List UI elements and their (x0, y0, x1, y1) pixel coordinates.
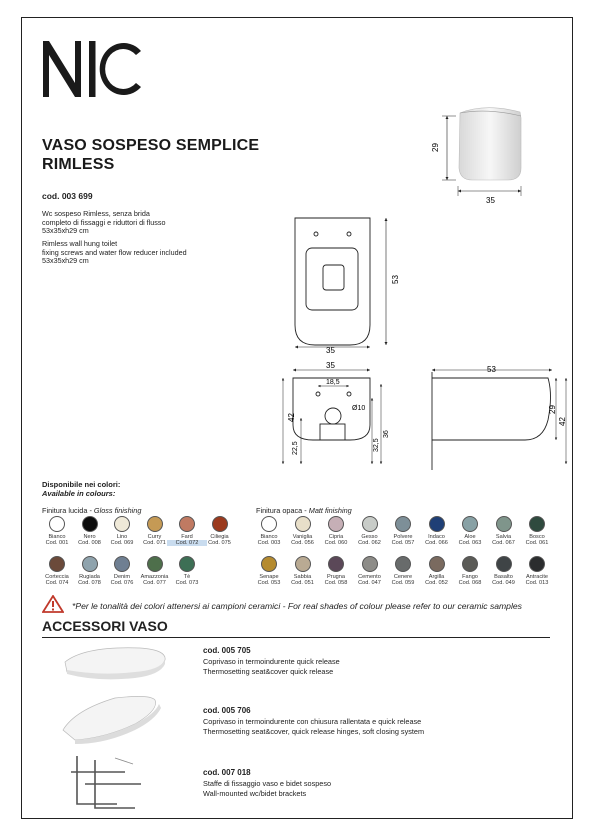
wall-brackets-image (55, 752, 175, 814)
top-view-drawing (295, 218, 370, 345)
swatch-name: Denim (113, 574, 131, 580)
swatch-name: Antracite (525, 574, 549, 580)
product-code: cod. 003 699 (42, 191, 93, 201)
svg-text:42: 42 (287, 413, 296, 422)
swatch-name: Fard (181, 534, 193, 540)
swatch-dot (261, 556, 277, 572)
seat-cover-image (55, 642, 175, 687)
swatch-code: Cod. 072 (167, 540, 207, 546)
swatch-name: Lino (116, 534, 128, 540)
swatch-code: Cod. 052 (425, 580, 448, 587)
colour-swatch (200, 516, 240, 546)
swatch-name: Bianco (260, 534, 278, 540)
swatch-name: Gesso (361, 534, 378, 540)
swatch-name: Rugiada (79, 574, 100, 580)
swatch-code: Cod. 061 (525, 540, 549, 547)
swatch-dot (114, 556, 130, 572)
gloss-label: Finitura lucida - Gloss finishing (42, 506, 142, 515)
swatch-name: Senape (259, 574, 279, 580)
swatch-name: Prugna (326, 574, 346, 580)
swatch-dot (179, 516, 195, 532)
colour-swatch (167, 556, 207, 586)
swatch-name: Fango (462, 574, 478, 580)
swatch-name: Corteccia (45, 574, 69, 580)
svg-text:36: 36 (383, 430, 390, 438)
swatch-dot (212, 516, 228, 532)
description-en: Rimless wall hung toilet fixing screws and water flow reducer included 53x35xh29 cm (42, 239, 187, 266)
swatch-name: Nero (83, 534, 96, 540)
colour-swatch (517, 516, 557, 546)
swatch-name: Sabbia (293, 574, 312, 580)
swatch-code: Cod. 078 (78, 580, 101, 587)
accessory-desc-3: Staffe di fissaggio vaso e bidet sospeso Wall-mounted wc/bidet brackets (203, 779, 332, 798)
swatch-code: Cod. 058 (324, 580, 348, 587)
profile-view-drawing (432, 372, 551, 470)
description-it: Wc sospeso Rimless, senza brida completo di fissaggi e riduttori di flusso 53x35xh29 cm (42, 209, 166, 236)
dim-side-h: 29 (431, 143, 440, 152)
swatch-code: Cod. 063 (458, 540, 482, 547)
swatch-dot (429, 516, 445, 532)
warning-icon (42, 595, 64, 613)
swatch-code: Cod. 008 (78, 540, 101, 547)
divider (42, 637, 550, 638)
accessory-code-3: cod. 007 018 (203, 768, 251, 777)
accessory-code-2: cod. 005 706 (203, 706, 251, 715)
swatch-name: Indaco (428, 534, 445, 540)
dim-side-w: 35 (486, 196, 495, 205)
soft-close-seat-image (55, 690, 175, 745)
swatch-name: Curry (147, 534, 162, 540)
swatch-dot (328, 516, 344, 532)
swatch-name: Bianco (48, 534, 66, 540)
swatch-dot (147, 556, 163, 572)
swatch-dot (395, 516, 411, 532)
swatch-code: Cod. 001 (45, 540, 69, 547)
colour-disclaimer: *Per le tonalità dei colori attenersi ai campioni ceramici - For real shades of colour please refer to our ceramic samples (72, 601, 522, 611)
swatch-code: Cod. 062 (358, 540, 381, 547)
swatch-dot (49, 516, 65, 532)
swatch-name: Cemento (358, 574, 381, 580)
swatch-code: Cod. 059 (391, 580, 415, 587)
swatch-code: Cod. 051 (291, 580, 314, 587)
swatch-dot (529, 556, 545, 572)
swatch-dot (82, 516, 98, 532)
swatch-name: Basalto (494, 574, 513, 580)
svg-text:35: 35 (326, 346, 335, 355)
svg-text:32,5: 32,5 (373, 438, 380, 452)
swatch-dot (295, 516, 311, 532)
svg-text:29: 29 (548, 405, 557, 414)
colours-heading: Disponibile nei colori: Available in colours: (42, 480, 121, 498)
swatch-dot (328, 556, 344, 572)
swatch-dot (295, 556, 311, 572)
swatch-name: Bosco (529, 534, 545, 540)
swatch-code: Cod. 056 (291, 540, 314, 547)
swatch-name: Tè (183, 574, 191, 580)
svg-text:53: 53 (391, 275, 400, 284)
swatch-code: Cod. 075 (208, 540, 231, 547)
swatch-name: Vaniglia (292, 534, 313, 540)
swatch-dot (261, 516, 277, 532)
svg-text:53: 53 (487, 365, 496, 374)
swatch-name: Ciliegia (210, 534, 229, 540)
swatch-code: Cod. 003 (257, 540, 281, 547)
swatch-dot (82, 556, 98, 572)
accessory-code-1: cod. 005 705 (203, 646, 251, 655)
swatch-code: Cod. 073 (175, 580, 199, 587)
swatch-dot (114, 516, 130, 532)
swatch-code: Cod. 049 (492, 580, 515, 587)
product-title: VASO SOSPESO SEMPLICE RIMLESS (42, 137, 260, 173)
swatch-code: Cod. 076 (110, 580, 134, 587)
swatch-code: Cod. 066 (425, 540, 448, 547)
accessory-desc-1: Coprivaso in termoindurente quick release Thermosetting seat&cover quick release (203, 657, 340, 676)
svg-text:18,5: 18,5 (326, 379, 340, 386)
swatch-code: Cod. 057 (391, 540, 415, 547)
swatch-code: Cod. 053 (257, 580, 281, 587)
product-photo (459, 108, 521, 180)
svg-text:22,5: 22,5 (292, 441, 299, 455)
swatch-dot (179, 556, 195, 572)
swatch-dot (496, 516, 512, 532)
svg-text:35: 35 (326, 361, 335, 370)
swatch-code: Cod. 074 (45, 580, 69, 587)
swatch-name: Cenere (393, 574, 413, 580)
swatch-name: Salvia (495, 534, 512, 540)
swatch-code: Cod. 067 (492, 540, 515, 547)
swatch-dot (147, 516, 163, 532)
swatch-code: Cod. 013 (525, 580, 549, 587)
swatch-dot (362, 516, 378, 532)
swatch-name: Argilla (428, 574, 445, 580)
swatch-code: Cod. 077 (143, 580, 166, 587)
swatch-code: Cod. 047 (358, 580, 381, 587)
swatch-code: Cod. 068 (458, 580, 482, 587)
matt-label: Finitura opaca - Matt finishing (256, 506, 352, 515)
swatch-dot (362, 556, 378, 572)
svg-text:Ø10: Ø10 (352, 405, 366, 412)
swatch-name: Amazzonia (140, 574, 169, 580)
swatch-dot (429, 556, 445, 572)
swatch-code: Cod. 060 (324, 540, 348, 547)
swatch-dot (49, 556, 65, 572)
swatch-dot (496, 556, 512, 572)
swatch-code: Cod. 069 (110, 540, 134, 547)
swatch-dot (462, 556, 478, 572)
swatch-dot (529, 516, 545, 532)
swatch-dot (395, 556, 411, 572)
svg-text:42: 42 (558, 417, 567, 426)
swatch-name: Polvere (393, 534, 413, 540)
swatch-dot (462, 516, 478, 532)
accessories-heading: ACCESSORI VASO (42, 618, 168, 634)
swatch-name: Cipria (328, 534, 344, 540)
colour-swatch (517, 556, 557, 586)
swatch-code: Cod. 071 (143, 540, 166, 547)
swatch-name: Aloe (464, 534, 476, 540)
accessory-desc-2: Coprivaso in termoindurente con chiusura rallentata e quick release Thermosetting seat&cover, quick release hinges, soft closing system (203, 717, 425, 736)
